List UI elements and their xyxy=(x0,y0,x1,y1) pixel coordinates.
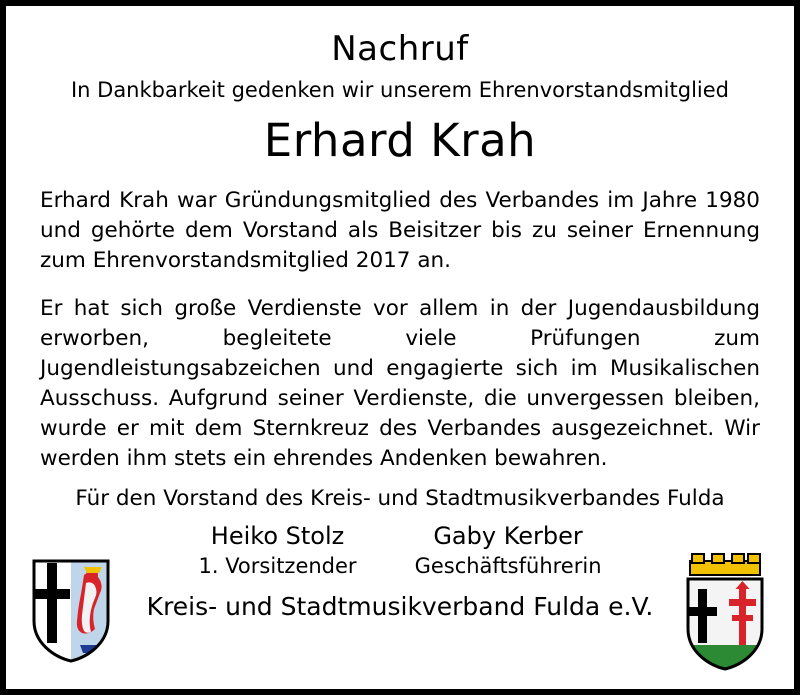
page-title: Nachruf xyxy=(331,29,469,69)
body-paragraph-2: Er hat sich große Verdienste vor allem in der Jugendausbildung erworben, begleitete viele Prüfungen zum Jugendleistungsabzeichen und engagierte sich im Musikalischen Ausschuss. Aufgrund seiner Verdienste, die unvergessen bleiben, wurde er mit dem Sternkreuz des Verbandes ausgezeichnet. Wir werden ihm stets ein ehrendes Andenken bewahren. xyxy=(40,296,760,471)
signatory-role: Geschäftsführerin xyxy=(414,554,602,578)
coat-of-arms-hessen-fulda-left-icon xyxy=(32,559,110,663)
coat-of-arms-fulda-right-icon xyxy=(682,553,768,671)
signatory-role: 1. Vorsitzender xyxy=(198,554,357,578)
board-line: Für den Vorstand des Kreis- und Stadtmusikverbandes Fulda xyxy=(75,486,725,511)
mural-crown xyxy=(690,554,760,575)
signatory-name: Heiko Stolz xyxy=(210,522,345,550)
body-paragraph-1: Erhard Krah war Gründungsmitglied des Verbandes im Jahre 1980 und gehörte dem Vorstand als Beisitzer bis zu seiner Ernennung zum Ehrenvorstandsmitglied 2017 an. xyxy=(40,188,760,273)
signatory-managing-director xyxy=(415,520,602,580)
organisation-name: Kreis- und Stadtmusikverband Fulda e.V. xyxy=(146,592,654,621)
dedication-line: In Dankbarkeit gedenken wir unserem Ehrenvorstandsmitglied xyxy=(70,78,730,102)
signatory-name: Gaby Kerber xyxy=(433,522,583,550)
deceased-name: Erhard Krah xyxy=(263,114,537,167)
signatory-group xyxy=(40,520,760,580)
signatory-chairman xyxy=(198,520,356,580)
